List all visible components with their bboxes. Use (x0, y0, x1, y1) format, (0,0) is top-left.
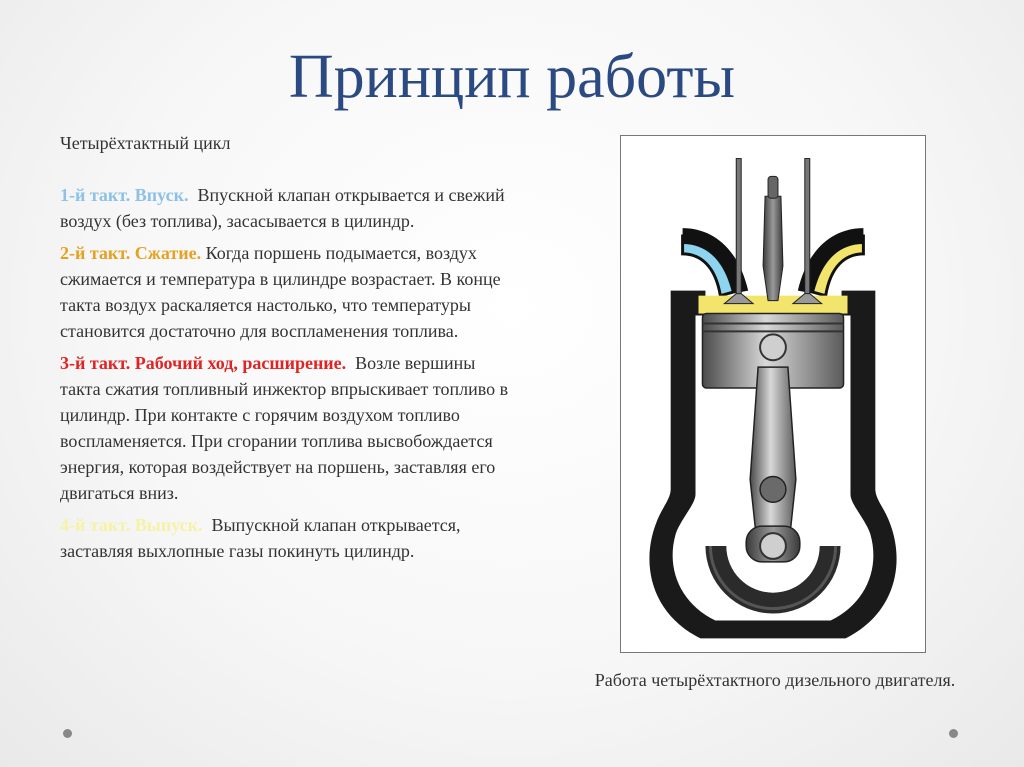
engine-figure (620, 135, 926, 653)
step-1-paragraph (60, 182, 510, 234)
step-4-paragraph (60, 512, 510, 564)
bullet-dot-left (63, 729, 72, 738)
text-body (60, 130, 510, 570)
step-4-text: Выпускной клапан открывается, заставляя выхлопные газы покинуть цилиндр. (60, 515, 461, 561)
step-3-title: 3-й такт. Рабочий ход, расширение. (60, 353, 347, 373)
step-3-text: Возле вершины такта сжатия топливный инжектор впрыскивает топливо в цилиндр. При контакте с горячим воздухом топливо воспламеняется. При сгорании топлива высвобождается энергия, которая воздействует на поршень, заставляя его двигаться вниз. (60, 353, 509, 503)
slide-title: Принцип работы (288, 43, 736, 111)
crankshaft-pin (760, 533, 786, 559)
step-1-title: 1-й такт. Впуск. (60, 185, 189, 205)
figure-caption: Работа четырёхтактного дизельного двигателя. (594, 670, 956, 690)
diesel-engine-cylinder-diagram-icon (621, 136, 925, 652)
step-4-title: 4-й такт. Выпуск. (60, 515, 203, 535)
intake-valve-stem (736, 159, 741, 298)
fuel-injector (763, 196, 783, 300)
step-2-paragraph (60, 240, 510, 344)
step-2-text: Когда поршень подымается, воздух сжимается и температура в цилиндре возрастает. В конце такта воздух раскаляется настолько, что температуры становится достаточно для воспламенения топлива. (60, 243, 501, 341)
step-3-paragraph (60, 350, 510, 506)
step-1-text: Впускной клапан открывается и свежий воздух (без топлива), засасывается в цилиндр. (60, 185, 505, 231)
bullet-dot-right (949, 729, 958, 738)
slide-subtitle: Четырёхтактный цикл (60, 133, 231, 153)
exhaust-valve-stem (805, 159, 810, 298)
step-2-title: 2-й такт. Сжатие. (60, 243, 202, 263)
piston-pin (760, 334, 786, 360)
